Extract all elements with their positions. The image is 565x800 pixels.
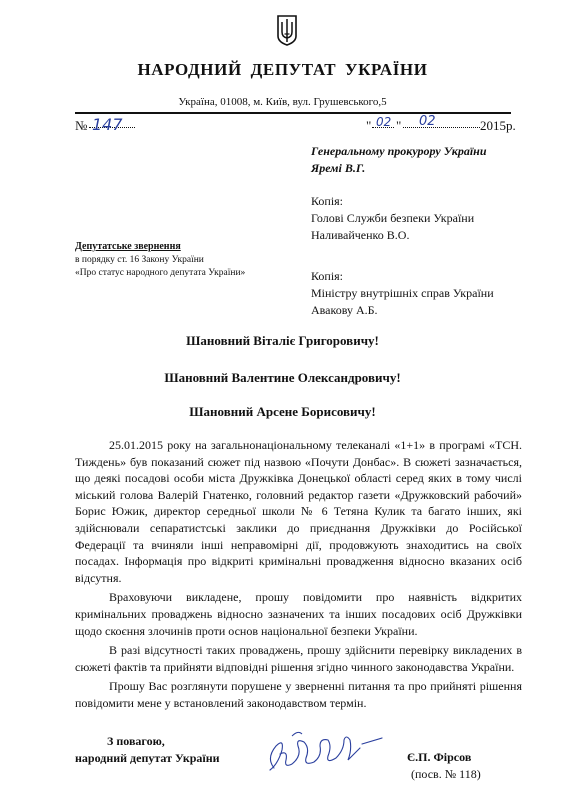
registration-line: [75, 114, 516, 138]
appeal-title: Депутатське звернення: [75, 241, 181, 252]
date-day: 02: [376, 115, 392, 129]
recipient-line-2: Яремі В.Г.: [311, 161, 366, 175]
copy-label: Копія:: [311, 194, 344, 208]
signer-credential: (посв. № 118): [411, 767, 481, 781]
appeal-line-2: «Про статус народного депутата України»: [75, 268, 246, 278]
number-value: 147: [92, 115, 123, 134]
recipient-line-1: Генеральному прокурору України: [311, 144, 487, 158]
copy-line-1: Міністру внутрішніх справ України: [311, 286, 494, 300]
body-paragraph-4: Прошу Вас розглянути порушене у зверненні питання та про прийняті рішення повідомити мене у встановлений законодавством термін.: [75, 679, 522, 710]
copy-line-1: Голові Служби безпеки України: [311, 211, 475, 225]
body-paragraph-3: В разі відсутності таких проваджень, прошу здійснити перевірку викладених в сюжеті фактів та прийняти відповідні рішення згідно чинного законодавства України.: [75, 643, 522, 674]
greeting-2: Шановний Валентине Олександровичу!: [164, 370, 401, 385]
date-year: 2015р.: [480, 118, 516, 133]
greeting-1: Шановний Віталіє Григоровичу!: [186, 333, 379, 348]
date-month-underline: [403, 127, 480, 128]
greeting-3: Шановний Арсене Борисовичу!: [189, 404, 376, 419]
letterhead-divider: [75, 112, 511, 114]
recipient-block: [311, 143, 487, 177]
appeal-line-1: в порядку ст. 16 Закону України: [75, 254, 204, 265]
body-paragraph-1: 25.01.2015 року на загальнонаціональному телеканалі «1+1» в програмі «ТСН. Тиждень» був показаний сюжет під назвою «Почути Донбас». В сюжеті зазначається, що деякі посадові особи міста Дружківка Донецької області серед яких в тому числі міський голова Валерій Гнатенко, головний редактор газети «Дружковский рабочий» Борис Южик, директор середньої школи № 6 Тетяна Кулик та багато інших, які здійснювали сепаратистські заклики до приєднання Дружківки до Російської Федерації та вчиняли інші неправомірні дії, продовжують знаходитись на своїх посадах. Інформація про відкриті кримінальні провадження відносно вказаних осіб відсутня.: [75, 438, 522, 585]
appeal-note: [75, 240, 245, 281]
handwritten-signature-icon: [262, 728, 384, 774]
closing-block: [75, 733, 220, 767]
letterhead-address: Україна, 01008, м. Київ, вул. Грушевського,5: [178, 96, 387, 108]
trident-icon: [276, 14, 298, 46]
date-month: 02: [419, 114, 436, 129]
letterhead-title: НАРОДНИЙ ДЕПУТАТ УКРАЇНИ: [137, 60, 428, 79]
copy-block-2: [311, 268, 494, 319]
date-open-quote: ": [366, 118, 372, 133]
closing-regards: З повагою,: [107, 734, 165, 748]
number-label: №: [75, 118, 88, 133]
copy-line-2: Авакову А.Б.: [311, 303, 378, 317]
date-close-quote: ": [396, 118, 402, 133]
copy-line-2: Наливайченко В.О.: [311, 228, 410, 242]
closing-position: народний депутат України: [75, 751, 220, 765]
letter-body: [75, 437, 522, 712]
body-paragraph-2: Враховуючи викладене, прошу повідомити про наявність відкритих кримінальних проваджень відносно зазначених та інших посадових осіб Дружківки щодо скоєння злочинів проти основ національної безпеки України.: [75, 590, 522, 638]
copy-label: Копія:: [311, 269, 344, 283]
signer-name: Є.П. Фірсов: [407, 750, 472, 764]
copy-block-1: [311, 193, 474, 244]
